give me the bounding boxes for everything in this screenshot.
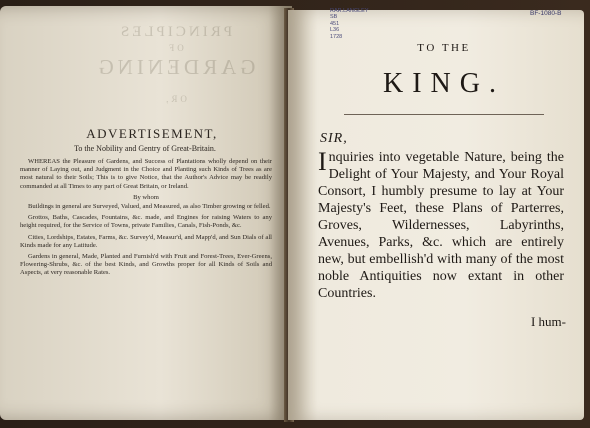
ghost-line: GARDENING bbox=[94, 55, 256, 79]
ghost-line: OR, bbox=[163, 94, 187, 104]
shelfmark-line: L36 bbox=[330, 27, 340, 34]
service-item: Gardens in general, Made, Planted and Furnish'd with Fruit and Forest-Trees, Ever-Greens, Flowering-Shrubs, &c. of the best Kinds, and Growths proper for all Kinds of Soils and Aspects, at very reasonable Rates. bbox=[20, 253, 272, 277]
dedication-text bbox=[318, 149, 564, 302]
service-item: Buildings in general are Surveyed, Valued, and Measured, as also Timber growing or felled. bbox=[28, 203, 271, 211]
advertisement-body bbox=[20, 158, 272, 278]
advertisement-heading: ADVERTISEMENT, bbox=[86, 126, 218, 141]
right-page bbox=[288, 10, 584, 420]
shelfmark-line: RAR.LANGLEY bbox=[330, 8, 369, 14]
shelfmark-line: 1728 bbox=[330, 33, 343, 40]
shelfmark-annotation bbox=[330, 8, 370, 40]
heading-rule bbox=[344, 114, 544, 115]
service-item: Cities, Lordships, Estates, Farms, &c. Survey'd, Measur'd, and Mapp'd, and Sun Dials of all Kinds made for any Latitude. bbox=[20, 233, 272, 249]
accession-number: BF-1080-B bbox=[530, 10, 562, 17]
bleed-through-title bbox=[60, 24, 290, 104]
king-heading: KING. bbox=[383, 68, 505, 99]
dedication-block bbox=[318, 38, 566, 330]
shelfmark-line: 451 bbox=[330, 20, 340, 27]
advertisement-paragraph: WHEREAS the Pleasure of Gardens, and Success of Plantations wholly depend on their manner of Laying out, and Judgment in the Choice and Planting such Kinds of Trees as are most natural to their Soils; This is to give Notice, that the Author's Advice may be readily commanded at all Times to any part of Great Britain, or Ireland. bbox=[20, 158, 272, 190]
by-whom-line: By whom bbox=[133, 193, 159, 201]
advertisement-block bbox=[10, 126, 280, 281]
catchword: I hum- bbox=[530, 314, 566, 329]
left-page bbox=[0, 6, 292, 420]
advertisement-address: To the Nobility and Gentry of Great-Britain. bbox=[74, 144, 216, 153]
drop-cap: I bbox=[318, 147, 327, 176]
shelfmark-line: SB bbox=[330, 14, 338, 21]
ghost-line: OF bbox=[166, 43, 184, 53]
salutation: SIR, bbox=[320, 131, 348, 146]
dedication-body: nquiries into vegetable Nature, being the Delight of Your Majesty, and Your Royal Consort, I humbly presume to lay at Your Majesty's Feet, these Plans of Parterres, Groves, Wildernesses, Labyrinths, Avenues, Parks, &c. which are entirely new, but embellish'd with many of the most noble Antiquities now extant in other Countries. bbox=[318, 150, 564, 301]
service-item: Grottos, Baths, Cascades, Fountains, &c. made, and Engines for raising Waters to any height required, for the Service of Towns, private Families, Canals, Fish-Ponds, &c. bbox=[20, 214, 272, 230]
to-the-heading: TO THE bbox=[417, 42, 471, 54]
ghost-line: PRINCIPLES bbox=[117, 24, 233, 40]
